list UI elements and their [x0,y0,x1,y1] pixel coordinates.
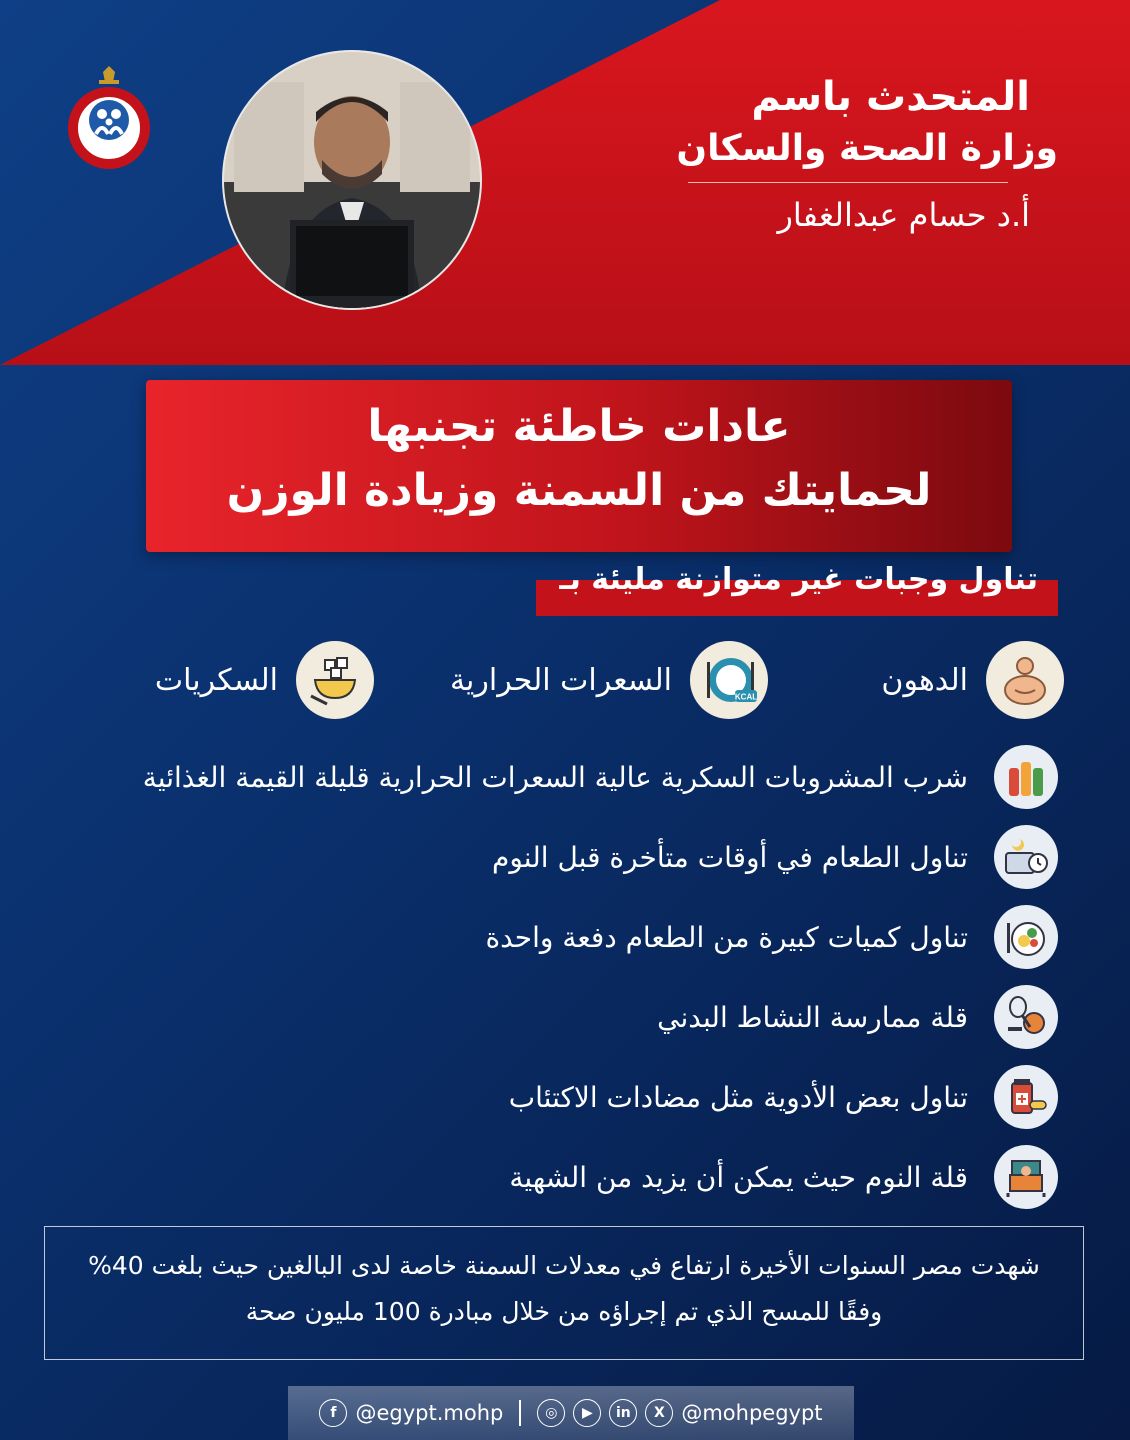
medicine-icon [994,1065,1058,1129]
list-item [485,904,1058,970]
facebook-handle[interactable]: @egypt.mohp [355,1401,504,1425]
header-text-block [658,70,1058,237]
speaker-name: أ.د حسام عبدالغفار [777,196,1030,234]
header-title-line1: المتحدث باسم [751,74,1030,120]
category-label: السكريات [154,662,278,698]
social-bar [288,1386,854,1440]
social-handle[interactable]: @mohpegypt [681,1401,823,1425]
full-plate-icon [994,905,1058,969]
list-item [509,1064,1058,1130]
header-divider [688,182,1008,183]
headline-line1: عادات خاطئة تجنبها [367,401,791,452]
list-item [143,744,1058,810]
body-fat-icon [986,641,1064,719]
youtube-icon[interactable]: ▶ [573,1399,601,1427]
list-item-text: تناول الطعام في أوقات متأخرة قبل النوم [492,840,968,874]
headline-line2: لحمايتك من السمنة وزيادة الوزن [226,465,932,516]
list-item [657,984,1058,1050]
statistic-box [44,1226,1084,1360]
kcal-label: KCAL [734,692,758,702]
list-item-text: شرب المشروبات السكرية عالية السعرات الحرارية قليلة القيمة الغذائية [142,760,968,794]
category-label: الدهون [881,662,968,698]
list-item-text: تناول بعض الأدوية مثل مضادات الاكتئاب [508,1080,968,1114]
list-item [509,1144,1058,1210]
sports-equipment-icon [994,985,1058,1049]
linkedin-icon[interactable]: in [609,1399,637,1427]
kcal-plate-icon [690,641,768,719]
statistic-line1: شهدت مصر السنوات الأخيرة ارتفاع في معدلات السمنة خاصة لدى البالغين حيث بلغت 40% [88,1251,1040,1280]
statistic-line2: وفقًا للمسح الذي تم إجراؤه من خلال مبادرة 100 مليون صحة [245,1297,883,1326]
category-label: السعرات الحرارية [449,662,672,698]
instagram-icon[interactable]: ◎ [537,1399,565,1427]
x-icon[interactable]: X [645,1399,673,1427]
list-item-text: قلة ممارسة النشاط البدني [657,1000,968,1034]
subheading: تناول وجبات غير متوازنة مليئة بـ [559,562,1038,597]
category-calories [450,640,768,720]
sleep-bed-icon [994,1145,1058,1209]
social-divider [519,1400,521,1426]
ministry-logo [58,62,160,170]
sugar-bowl-icon [296,641,374,719]
list-item-text: قلة النوم حيث يمكن أن يزيد من الشهية [509,1160,968,1194]
headline-box [146,380,1012,552]
facebook-icon[interactable]: f [319,1399,347,1427]
list-item-text: تناول كميات كبيرة من الطعام دفعة واحدة [485,920,968,954]
list-item [492,824,1058,890]
category-sugars [155,640,374,720]
speaker-photo [224,52,480,308]
header-title-line2: وزارة الصحة والسكان [676,128,1058,169]
soda-bottles-icon [994,745,1058,809]
late-night-meal-icon [994,825,1058,889]
category-fats [881,640,1064,720]
